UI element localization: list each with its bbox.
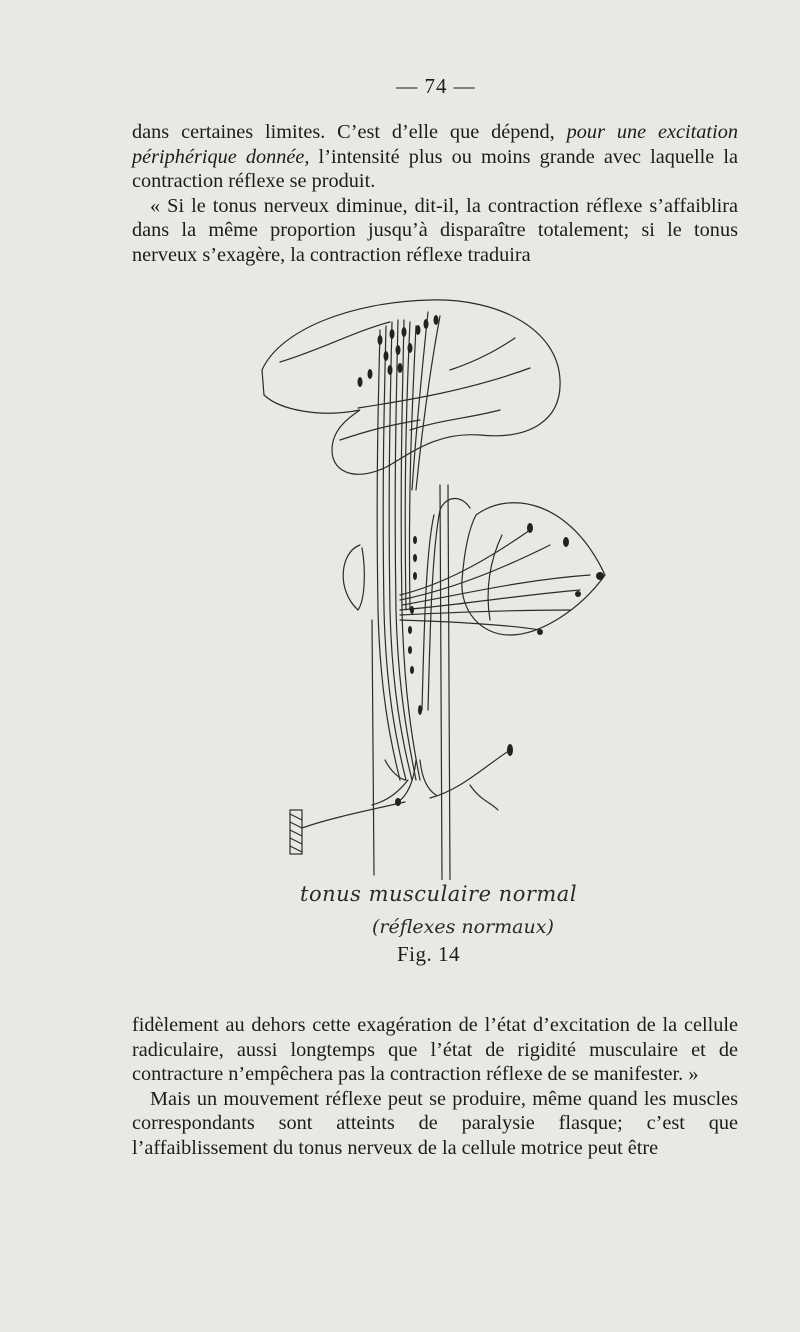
figure-14 <box>240 290 630 980</box>
sensory-nerve <box>470 785 498 810</box>
cerebellum-fold <box>488 535 502 620</box>
spinal-line <box>440 485 442 880</box>
handwritten-label: tonus musculaire normal <box>300 882 578 906</box>
motor-ending <box>395 798 401 806</box>
brain-fold <box>450 338 515 370</box>
sensory-ending <box>507 744 513 756</box>
cerebellar-cells <box>527 523 604 635</box>
paragraph-text: dans certaines limites. C’est d’elle que dépend, <box>132 121 567 143</box>
brain-fold <box>280 322 390 362</box>
root-fibres <box>372 760 436 805</box>
page-number: — 74 — <box>396 74 476 98</box>
paragraph: fidèlement au dehors cette exagération de l’état d’excitation de la cellule radiculaire, aussi longtemps que l’état de rigidité musculaire et de contracture n’empêchera pas la contraction réflexe de se manifester. » <box>132 1014 738 1086</box>
cerebellar-fibres <box>400 530 590 630</box>
reflex-arc-diagram <box>240 290 630 880</box>
handwritten-sublabel: (réflexes normaux) <box>372 916 554 938</box>
muscle-block <box>290 810 302 854</box>
descending-fibres <box>377 312 440 780</box>
spinal-line <box>372 620 374 875</box>
italic-phrase: pour une excitation périphérique donnée, <box>132 121 738 168</box>
text-block-bottom <box>132 1013 738 1161</box>
text-block-top <box>132 120 738 268</box>
paragraph: Mais un mouvement réflexe peut se produire, même quand les muscles correspondants sont atteints de paralysie flasque; c’est que l’affaiblissement du tonus nerveux de la cellule motrice peut être <box>132 1087 738 1159</box>
motor-nerve <box>302 802 405 828</box>
cerebellum-outline <box>462 503 605 635</box>
figure-caption: Fig. 14 <box>397 942 461 966</box>
paragraph: « Si le tonus nerveux diminue, dit-il, la contraction réflexe s’affaiblira dans la même proportion jusqu’à disparaître totalement; si le tonus nerveux s’exagère, la contraction réflexe traduira <box>132 194 738 266</box>
paragraph-text: l’intensité plus ou moins grande avec laquelle la contraction réflexe se produit. <box>132 145 738 193</box>
spinal-line <box>448 485 450 880</box>
brain-fold <box>340 420 420 440</box>
paragraph <box>132 120 738 194</box>
side-lobe <box>343 545 364 610</box>
ascending-fibre <box>422 515 434 710</box>
